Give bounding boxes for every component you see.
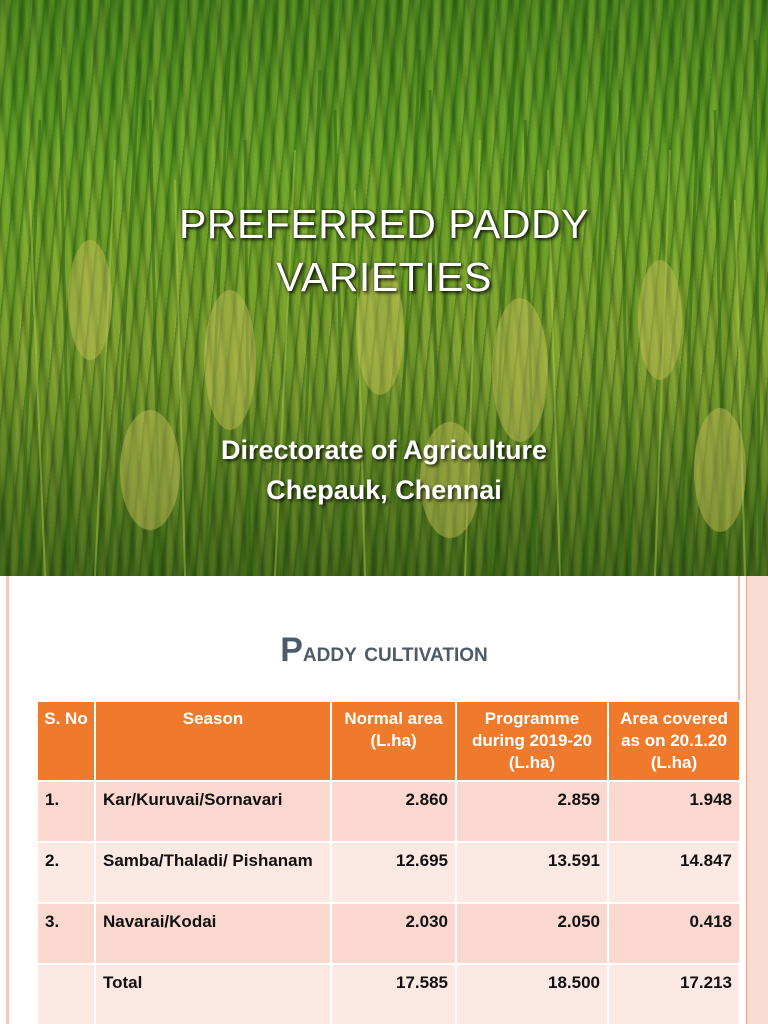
table-slide-title: Paddy cultivation: [280, 631, 488, 669]
cell-sno: 1.: [37, 781, 95, 842]
slide-title: [0, 198, 768, 304]
table-row: [37, 781, 740, 842]
cell-season: Total: [95, 964, 331, 1024]
cell-season: Samba/Thaladi/ Pishanam: [95, 842, 331, 903]
cell-season: Kar/Kuruvai/Sornavari: [95, 781, 331, 842]
header-area-covered: Area covered as on 20.1.20 (L.ha): [608, 701, 740, 781]
header-season: Season: [95, 701, 331, 781]
cell-programme: 2.859: [456, 781, 608, 842]
cell-covered: 0.418: [608, 903, 740, 964]
table-row: [37, 903, 740, 964]
cell-covered: 17.213: [608, 964, 740, 1024]
cell-season: Navarai/Kodai: [95, 903, 331, 964]
header-sno: S. No: [37, 701, 95, 781]
table-row: [37, 842, 740, 903]
cell-normal: 2.030: [331, 903, 456, 964]
table-header-row: [37, 701, 740, 781]
title-line-2: VARIETIES: [276, 254, 492, 300]
cell-normal: 12.695: [331, 842, 456, 903]
subtitle-line-2: Chepauk, Chennai: [266, 475, 502, 505]
cell-normal: 2.860: [331, 781, 456, 842]
header-programme: Programme during 2019-20 (L.ha): [456, 701, 608, 781]
cell-covered: 1.948: [608, 781, 740, 842]
cell-sno: 3.: [37, 903, 95, 964]
paddy-table: [36, 700, 741, 1024]
cell-programme: 18.500: [456, 964, 608, 1024]
cell-normal: 17.585: [331, 964, 456, 1024]
title-line-1: PREFERRED PADDY: [179, 201, 589, 247]
table-total-row: [37, 964, 740, 1024]
header-normal-area: Normal area (L.ha): [331, 701, 456, 781]
cell-programme: 13.591: [456, 842, 608, 903]
cell-sno: 2.: [37, 842, 95, 903]
subtitle-line-1: Directorate of Agriculture: [220, 435, 548, 465]
table-slide: [0, 576, 768, 1024]
cell-sno: [37, 964, 95, 1024]
cell-programme: 2.050: [456, 903, 608, 964]
slide-subtitle: [0, 430, 768, 510]
cell-covered: 14.847: [608, 842, 740, 903]
